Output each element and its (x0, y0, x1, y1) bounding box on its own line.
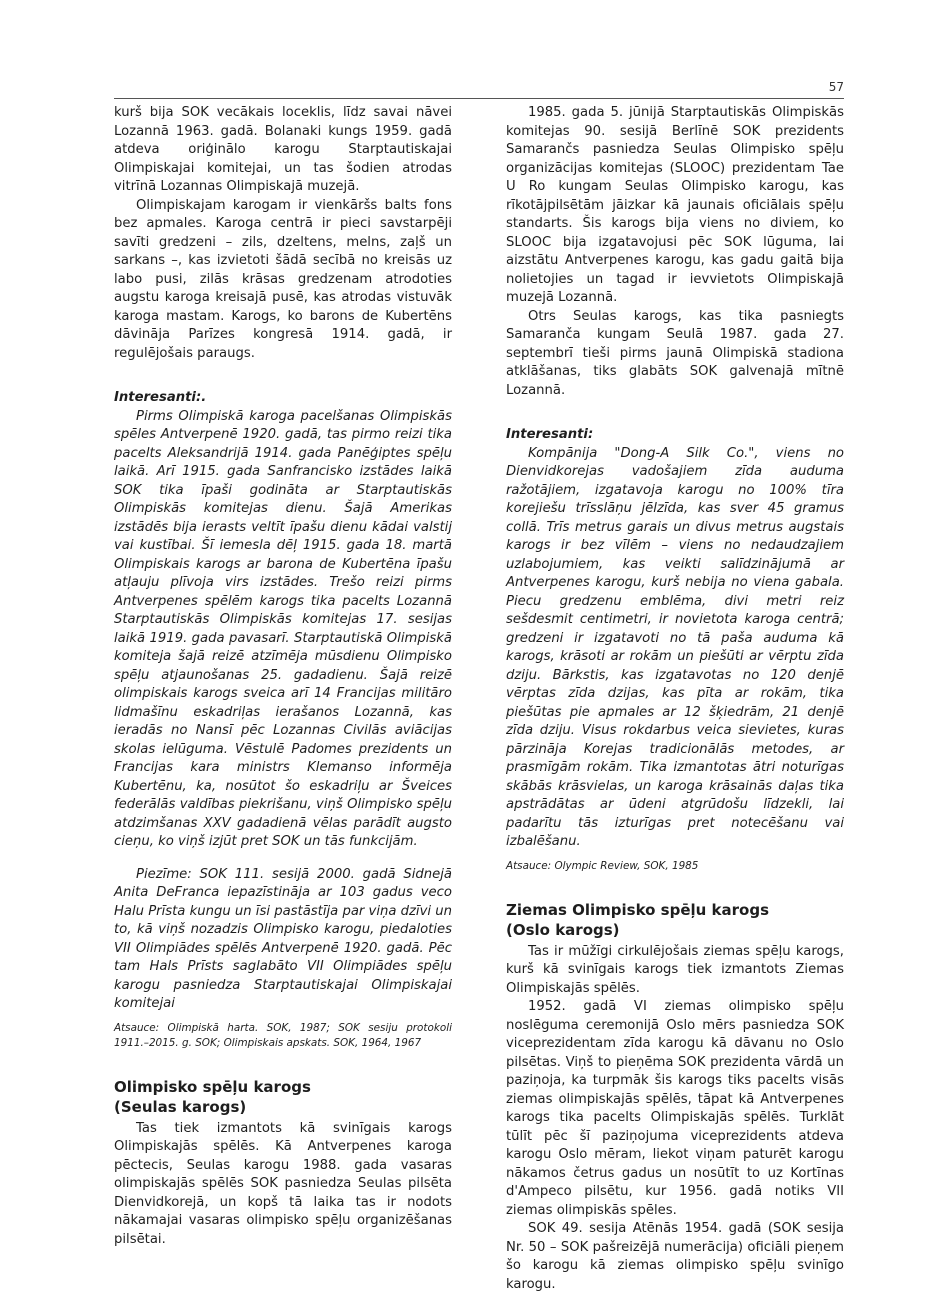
section-title-line: (Oslo karogs) (506, 920, 620, 939)
section-title-line: Ziemas Olimpisko spēļu karogs (506, 900, 770, 919)
page-number: 57 (828, 80, 844, 94)
section-title-line: Olimpisko spēļu karogs (114, 1077, 311, 1096)
paragraph: kurš bija SOK vecākais loceklis, līdz savai nāvei Lozannā 1963. gadā. Bolanaki kungs 1959. gadā atdeva oriģinālo karogu Starptautiskajai Olimpiskajai komitejai, un tas šodien atrodas vitrīnā Lozannas Olimpiskajā muzejā. (114, 105, 452, 194)
header-rule (114, 98, 844, 99)
note-text: Piezīme: SOK 111. sesijā 2000. gadā Sidnejā Anita DeFranca iepazīstināja ar 103 gadus veco Halu Prīsta kungu un īsi pastāstīja par viņa dzīvi un to, kā viņš nozadzis Olimpisko karogu, piedaloties VII Olimpiādes spēlēs Antverpenē 1920. gadā. Pēc tam Hals Prīsts saglabāto VII Olimpiādes spēļu karogu pasniedza Starptautiskajai Olimpiskajai komitejai (114, 866, 452, 1011)
paragraph: Olimpiskajam karogam ir vienkāršs balts fons bez apmales. Karoga centrā ir pieci savstarpēji savīti gredzeni – zils, dzeltens, melns, zaļš un sarkans –, kas izvietoti šādā secībā no kreisās uz labo pusi, zilās krāsas gredzenam atrodoties augstu karoga kreisajā pusē, kas atrodas vistuvāk karoga mastam. Karogs, ko barons de Kubertēns dāvināja Parīzes kongresā 1914. gadā, ir regulējošais paraugs. (114, 197, 452, 361)
paragraph: 1952. gadā VI ziemas olimpisko spēļu noslēguma ceremonijā Oslo mērs pasniedza SOK viceprezidentam zīda karogu kā dāvanu no Oslo pilsētas. Viņš to pieņēma SOK prezidenta vārdā un paziņoja, ka turpmāk šis karogs tiks pacelts visās ziemas olimpiskajās spēlēs, tāpat kā Antverpenes karogs tika pacelts Olimpiskajās spēlēs. Turklāt tūlīt pēc šī paziņojuma viceprezidents atdeva karogu Oslo mēram, liekot viņam paturēt karogu nākamos četrus gadus un nosūtīt to uz Kortīnas d'Ampeco pilsētu, kur 1956. gadā notiks VII ziemas olimpiskās spēles. (506, 999, 844, 1218)
source-reference: Atsauce: Olimpiskā harta. SOK, 1987; SOK sesiju protokoli 1911.–2015. g. SOK; Olimpiskais apskats. SOK, 1964, 1967 (114, 1021, 452, 1049)
paragraph: 1985. gada 5. jūnijā Starptautiskās Olimpiskās komitejas 90. sesijā Berlīnē SOK prezidents Samarančs pasniedza Seulas Olimpisko spēļu organizācijas komitejas (SLOOC) prezidentam Tae U Ro kungam Seulas Olimpisko karogu, kas rīkotājpilsētām jāizkar kā jaunais oficiālais spēļu standarts. Šis karogs bija viens no diviem, ko SLOOC bija izgatavojusi pēc SOK lūguma, lai aizstātu Antverpenes karogu, kas gadu gaitā bija nolietojies un tagad ir ievvietots Olimpiskajā muzejā Lozannā. (506, 105, 844, 305)
section-title-oslo-flag (506, 900, 844, 940)
right-column (506, 104, 844, 1294)
paragraph: Tas ir mūžīgi cirkulējošais ziemas spēļu karogs, kurš kā svinīgais karogs tiek izmantots Ziemas Olimpiskajās spēlēs. (506, 943, 844, 996)
interesting-heading: Interesanti:. (114, 390, 207, 405)
interesting-text: Pirms Olimpiskā karoga pacelšanas Olimpiskās spēles Antverpenē 1920. gadā, tas pirmo reizi tika pacelts Aleksandrijā 1914. gada Panēģiptes spēļu laikā. Arī 1915. gada Sanfrancisko izstādes laikā SOK tika īpaši godināta ar Starptautiskās Olimpiskās komitejas dienu. Šajā Amerikas izstādēs bija ierasts veltīt īpašu dienu kādai valstij vai kustībai. Šī iemesla dēļ 1915. gada 18. martā Olimpiskais karogs ar barona de Kubertēna īpašu atļauju plīvoja virs izstādes. Trešo reizi pirms Antverpenes spēlēm karogs tika pacelts Lozannā Starptautiskās Olimpiskās komitejas 17. sesijas laikā 1919. gada pavasarī. Starptautiskā Olimpiskā komiteja šajā reizē atzīmēja mūsdienu Olimpisko spēļu atjaunošanas 25. gadadienu. Šajā reizē olimpiskais karogs sveica arī 14 Francijas militāro lidmašīnu eskadriļas ierašanos Lozannā, kas ieradās no Nansī pēc Lozannas Civilās aviācijas skolas ielūguma. Vēstulē Padomes prezidents un Francijas kara ministrs Klemanso informēja Kubertēnu, ka, nosūtot šo eskadriļu ar Šveices federālās valdības piekrišanu, viņš Olimpisko spēļu atdzimšanas XXV gadadienā vēlas parādīt augsto cieņu, ko viņš izjūt pret SOK un tās funkcijām. (114, 408, 452, 849)
interesting-text: Kompānija "Dong-A Silk Co.", viens no Dienvidkorejas vadošajiem zīda auduma ražotājiem, izgatavoja karogu no 100% tīra korejiešu trīsslāņu jēlzīda, kas sver 45 gramus collā. Trīs metrus garais un divus metrus augstais karogs ir bez vīlēm – viens no nedaudzajiem uzlabojumiem, kas veikti salīdzinājumā ar Antverpenes karogu, kurš nebija no viena gabala. Piecu gredzenu emblēma, divi metri reiz sešdesmit centimetri, ir novietota karoga centrā; gredzeni ir izgatavoti no tā paša auduma kā karogs, krāsoti ar rokām un piešūti ar vērptu zīda dziju. Bārkstis, kas izgatavotas no 120 denjē vērptas zīda dzijas, kas pīta ar rokām, tika piešūtas pie apmales ar 12 šķiedrām, 21 denjē zīda dziju. Visus rokdarbus veica sievietes, kuras pārzināja Korejas tradicionālās metodes, ar prasmīgām rokām. Tika izmantotas ātri noturīgas skābās krāsvielas, un karoga krāsainās daļas tika apstrādātas ar ūdeni atgrūdošu līdzekli, lai padarītu tās izturīgas pret notecēšanu vai izbalēšanu. (506, 445, 844, 849)
source-reference: Atsauce: Olympic Review, SOK, 1985 (506, 859, 699, 872)
paragraph: Otrs Seulas karogs, kas tika pasniegts Samaranča kungam Seulā 1987. gada 27. septembrī tieši pirms jaunā Olimpiskā stadiona atklāšanas, tiks glabāts SOK galvenajā mītnē Lozannā. (506, 308, 844, 398)
section-title-seoul-flag (114, 1077, 452, 1117)
section-title-line: (Seulas karogs) (114, 1097, 247, 1116)
paragraph: SOK 49. sesija Atēnās 1954. gadā (SOK sesija Nr. 50 – SOK pašreizējā numerācija) oficiāli pieņem šo karogu kā ziemas olimpisko spēļu svinīgo karogu. (506, 1221, 844, 1292)
interesting-heading: Interesanti: (506, 427, 594, 442)
paragraph: Tas tiek izmantots kā svinīgais karogs Olimpiskajās spēlēs. Kā Antverpenes karoga pēctecis, Seulas karogu 1988. gada vasaras olimpiskajās spēlēs SOK pasniedza Seulas pilsēta Dienvidkorejā, un kopš tā laika tas ir nodots nākamajai vasaras olimpisko spēļu organizēšanas pilsētai. (114, 1120, 452, 1247)
left-column (114, 104, 452, 1249)
